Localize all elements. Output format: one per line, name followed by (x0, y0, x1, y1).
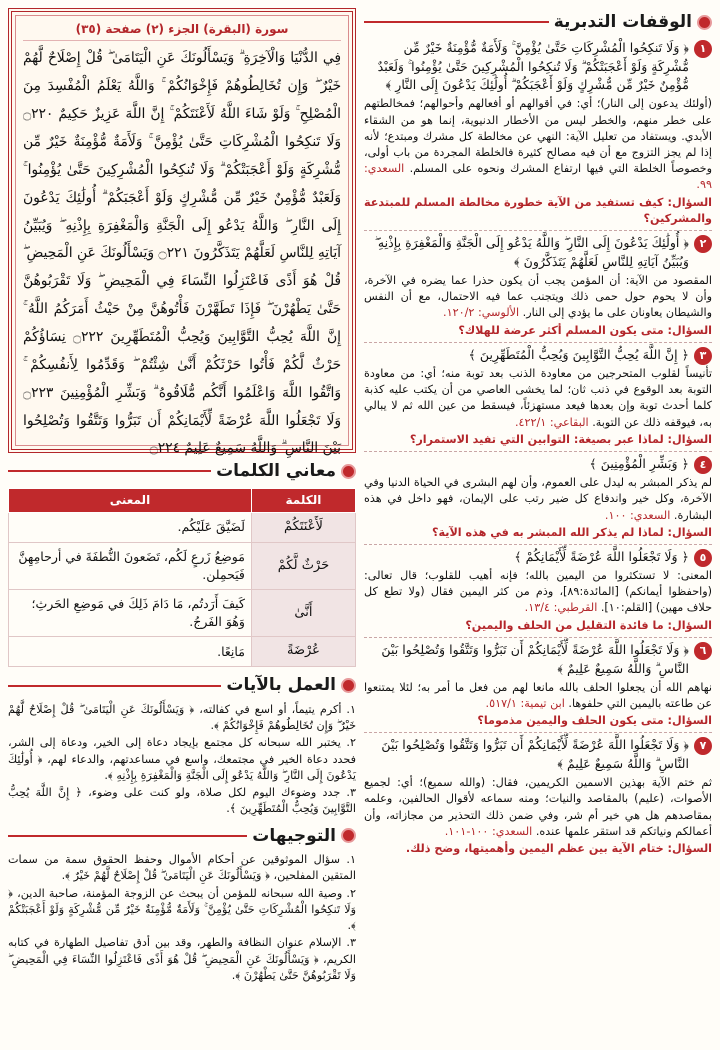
list-item: ٣. جدد وضوءك اليوم لكل صلاة، ولو كنت على وضوء، ﴿ إِنَّ اللَّهَ يُحِبُّ التَّوَّابِينَ وَيُحِبُّ الْمُتَطَهِّرِينَ ﴾. (8, 786, 356, 816)
heading-rule (8, 470, 211, 472)
tadabbur-item (364, 234, 712, 339)
tadabbur-title: الوقفات التدبرية (553, 12, 692, 32)
surah-header: سورة (البقرة) الجزء (٢) صفحة (٣٥) (23, 21, 341, 41)
explanation-text: المعنى: لا تستكثروا من اليمين بالله؛ فإنه أهيب للقلوب؛ قال تعالى: (واحفظوا أيمانكم) [المائدة:٨٩]، وذم من كثر اليمين فقال (ولا تطع كل حلاف مهين) [القلم:١٠]. (364, 569, 712, 615)
heading-rule (8, 685, 221, 687)
vocab-meaning: مَانِعًا. (9, 637, 252, 667)
quran-page-text: فِي الدُّنْيَا وَالْآخِرَةِ ۗ وَيَسْأَلُونَكَ عَنِ الْيَتَامَىٰ ۖ قُلْ إِصْلَاحٌ لَّهُمْ خَيْرٌ ۖ وَإِن تُخَالِطُوهُمْ فَإِخْوَانُكُمْ ۚ وَاللَّهُ يَعْلَمُ الْمُفْسِدَ مِنَ الْمُصْلِحِ ۚ وَلَوْ شَاءَ اللَّهُ لَأَعْنَتَكُمْ ۚ إِنَّ اللَّهَ عَزِيزٌ حَكِيمٌ ۝٢٢٠ وَلَا تَنكِحُوا الْمُشْرِكَاتِ حَتَّىٰ يُؤْمِنَّ ۚ وَلَأَمَةٌ مُّؤْمِنَةٌ خَيْرٌ مِّن مُّشْرِكَةٍ وَلَوْ أَعْجَبَتْكُمْ ۗ وَلَا تُنكِحُوا الْمُشْرِكِينَ حَتَّىٰ يُؤْمِنُوا ۚ وَلَعَبْدٌ مُّؤْمِنٌ خَيْرٌ مِّن مُّشْرِكٍ وَلَوْ أَعْجَبَكُمْ ۗ أُولَٰئِكَ يَدْعُونَ إِلَى النَّارِ ۖ وَاللَّهُ يَدْعُو إِلَى الْجَنَّةِ وَالْمَغْفِرَةِ بِإِذْنِهِ ۖ وَيُبَيِّنُ آيَاتِهِ لِلنَّاسِ لَعَلَّهُمْ يَتَذَكَّرُونَ ۝٢٢١ وَيَسْأَلُونَكَ عَنِ الْمَحِيضِ ۖ قُلْ هُوَ أَذًى فَاعْتَزِلُوا النِّسَاءَ فِي الْمَحِيضِ ۖ وَلَا تَقْرَبُوهُنَّ حَتَّىٰ يَطْهُرْنَ ۖ فَإِذَا تَطَهَّرْنَ فَأْتُوهُنَّ مِنْ حَيْثُ أَمَرَكُمُ اللَّهُ ۚ إِنَّ اللَّهَ يُحِبُّ التَّوَّابِينَ وَيُحِبُّ الْمُتَطَهِّرِينَ ۝٢٢٢ نِسَاؤُكُمْ حَرْثٌ لَّكُمْ فَأْتُوا حَرْثَكُمْ أَنَّىٰ شِئْتُمْ ۖ وَقَدِّمُوا لِأَنفُسِكُمْ ۚ وَاتَّقُوا اللَّهَ وَاعْلَمُوا أَنَّكُم مُّلَاقُوهُ ۗ وَبَشِّرِ الْمُؤْمِنِينَ ۝٢٢٣ وَلَا تَجْعَلُوا اللَّهَ عُرْضَةً لِّأَيْمَانِكُمْ أَن تَبَرُّوا وَتَتَّقُوا وَتُصْلِحُوا بَيْنَ النَّاسِ ۗ وَاللَّهُ سَمِيعٌ عَلِيمٌ ۝٢٢٤ (23, 50, 342, 457)
flower-bullet-icon (341, 828, 356, 843)
divider (364, 637, 712, 638)
mushaf-frame (8, 8, 356, 457)
divider (364, 544, 712, 545)
source-citation: السعدي: ١٠٠. (604, 508, 671, 522)
ayah-quote: ﴿ إِنَّ اللَّهَ يُحِبُّ التَّوَّابِينَ وَيُحِبُّ الْمُتَطَهِّرِينَ ﴾ (468, 346, 689, 362)
source-citation: القرطبي: ١٣/٤. (524, 601, 598, 615)
table-row (9, 513, 356, 543)
flower-bullet-icon (341, 678, 356, 693)
tadabbur-item (364, 736, 712, 857)
vocab-word: عُرْضَةً (251, 637, 355, 667)
col-header-word: الكلمة (251, 488, 355, 512)
source-citation: البقاعي: ٤٢٢/١. (514, 415, 589, 429)
source-citation: ابن تيمية: ٥١٧/١. (485, 696, 565, 710)
explanation-text: تأنيساً لقلوب المتحرجين من معاودة الذنب بعد توبة منه؛ أي: من معاودة التوبة بعد الوقوع في ذنب ثان؛ لما يخشى العاصي من أن يكتب عليه كذبة كلما أحدث توبة وإن بعدها فيعد مستهزئاً، فيسقط من عين الله ثم لا يبالي به، فيوقفه ذلك عن التوبة. (364, 366, 712, 429)
amal-title: العمل بالآيات (226, 675, 336, 696)
question-text: السؤال: ختام الآية بين عظم اليمين وأهميتها، وضح ذلك. (405, 842, 712, 856)
amal-heading (8, 673, 356, 698)
vocab-title: معاني الكلمات (216, 461, 336, 481)
ayah-quote: ﴿ وَلَا تَنكِحُوا الْمُشْرِكَاتِ حَتَّىٰ يُؤْمِنَّ ۚ وَلَأَمَةٌ مُّؤْمِنَةٌ خَيْرٌ مِّن مُّشْرِكَةٍ وَلَوْ أَعْجَبَتْكُمْ ۗ وَلَا تُنكِحُوا الْمُشْرِكِينَ حَتَّىٰ يُؤْمِنُوا ۚ وَلَعَبْدٌ مُّؤْمِنٌ خَيْرٌ مِّن مُّشْرِكٍ وَلَوْ أَعْجَبَكُمْ ۗ أُولَٰئِكَ يَدْعُونَ إِلَى النَّارِ ﴾ (377, 39, 689, 93)
divider (364, 732, 712, 733)
vocab-table (8, 488, 356, 668)
table-row (9, 542, 356, 589)
ayah-quote: ﴿ أُولَٰئِكَ يَدْعُونَ إِلَى النَّارِ ۖ وَاللَّهُ يَدْعُو إِلَى الْجَنَّةِ وَالْمَغْفِرَةِ بِإِذْنِهِ ۖ وَيُبَيِّنُ آيَاتِهِ لِلنَّاسِ لَعَلَّهُمْ يَتَذَكَّرُونَ ﴾ (374, 235, 689, 270)
tadabbur-heading (364, 10, 712, 35)
vocab-word: أَنَّىٰ (251, 590, 355, 637)
heading-rule (364, 21, 549, 23)
item-number: ٣ (694, 347, 712, 365)
tadabbur-item (364, 39, 712, 228)
tadabbur-item (364, 548, 712, 634)
tadabbur-column (364, 8, 712, 1044)
tawjihat-list (8, 852, 356, 984)
item-number: ٥ (694, 549, 712, 567)
item-number: ٧ (694, 737, 712, 755)
table-row (9, 590, 356, 637)
heading-rule (8, 835, 247, 837)
question-text: السؤال: كيف تستفيد من الآية خطورة مخالطة المسلم للمبتدعة والمشركين؟ (364, 195, 712, 225)
question-text: السؤال: لماذا عبر بصيغة: التوابين التي تفيد الاستمرار؟ (409, 432, 712, 446)
flower-bullet-icon (697, 15, 712, 30)
tadabbur-item (364, 641, 712, 729)
list-item: ٢. وصية الله سبحانه للمؤمن أن يبحث عن الزوجة المؤمنة، صاحبة الدين، ﴿ وَلَا تَنكِحُوا الْمُشْرِكَاتِ حَتَّىٰ يُؤْمِنَّ ۚ وَلَأَمَةٌ مُّؤْمِنَةٌ خَيْرٌ مِّن مُّشْرِكَةٍ وَلَوْ أَعْجَبَتْكُمْ ﴾. (8, 886, 356, 933)
source-citation: السعدي: ١٠٠-١٠١. (444, 824, 533, 838)
ayah-quote: ﴿ وَبَشِّرِ الْمُؤْمِنِينَ ﴾ (589, 456, 689, 472)
vocab-word: لَأَعْنَتَكُمْ (251, 513, 355, 543)
amal-list (8, 702, 356, 818)
ayah-quote: ﴿ وَلَا تَجْعَلُوا اللَّهَ عُرْضَةً لِّأَيْمَانِكُمْ أَن تَبَرُّوا وَتَتَّقُوا وَتُصْلِحُوا بَيْنَ النَّاسِ ۗ وَاللَّهُ سَمِيعٌ عَلِيمٌ ﴾ (381, 737, 689, 772)
question-text: السؤال: متى يكون المسلم أكثر عرضة للهلاك؟ (458, 323, 712, 337)
ayah-quote: ﴿ وَلَا تَجْعَلُوا اللَّهَ عُرْضَةً لِّأَيْمَانِكُمْ أَن تَبَرُّوا وَتَتَّقُوا وَتُصْلِحُوا بَيْنَ النَّاسِ ۗ وَاللَّهُ سَمِيعٌ عَلِيمٌ ﴾ (381, 641, 689, 676)
vocab-meaning: كَيفَ أَرَدتُم، مَا دَامَ ذَلِكَ في مَوضِعِ الحَرثِ؛ وَهُوَ الفَرجُ. (9, 590, 252, 637)
explanation-text: نهاهم الله أن يجعلوا الحلف بالله مانعا لهم من فعل ما أمر به؛ لئلا يمتنعوا عن طاعته باليمين التي حلفوها. (364, 680, 712, 710)
vocab-word: حَرْثٌ لَّكُمْ (251, 542, 355, 589)
list-item: ٣. الإسلام عنوان النظافة والطهر، وقد بين أدق تفاصيل الطهارة في كتابه الكريم، ﴿ وَيَسْأَلُونَكَ عَنِ الْمَحِيضِ ۖ قُلْ هُوَ أَذًى فَاعْتَزِلُوا النِّسَاءَ فِي الْمَحِيضِ ۖ وَلَا تَقْرَبُوهُنَّ حَتَّىٰ يَطْهُرْنَ ﴾. (8, 936, 356, 982)
table-row (9, 637, 356, 667)
tawjihat-heading (8, 824, 356, 849)
col-header-meaning: المعنى (9, 488, 252, 512)
source-citation: السعدي: ٩٩. (364, 162, 712, 192)
question-text: السؤال: لماذا لم يذكر الله المبشر به في هذه الآية؟ (431, 525, 712, 539)
ayah-quote: ﴿ وَلَا تَجْعَلُوا اللَّهَ عُرْضَةً لِّأَيْمَانِكُمْ ﴾ (514, 549, 689, 565)
list-item: ١. سؤال الموثوقين عن أحكام الأموال وحفظ الحقوق سمة من سمات المتقين المفلحين، ﴿ وَيَسْأَلُونَكَ عَنِ الْيَتَامَىٰ ۖ قُلْ إِصْلَاحٌ لَّهُمْ خَيْرٌ ﴾. (8, 853, 356, 883)
mushaf-column (8, 8, 356, 1044)
divider (364, 342, 712, 343)
divider (364, 230, 712, 231)
item-number: ٢ (694, 235, 712, 253)
source-citation: الألوسي: ١٢٠/٢. (443, 306, 520, 320)
explanation-text: ثم ختم الآية بهذين الاسمين الكريمين، فقال: (والله سميع)؛ أي: لجميع الأصوات، (عليم) بالمقاصد والنيات؛ ومنه سماعه لأقوال الحالفين، وعلمه بمقاصدهم هل هي خير أم شر، وفي ضمن ذلك التحذير من مجازاته، وأن أعمالكم ونياتكم قد استقر علمها عنده. (364, 776, 712, 838)
explanation-text: لم يذكر المبشر به ليدل على العموم، وأن لهم البشرى في الحياة الدنيا وفي الآخرة، وكل خير واندفاع كل ضير رتب على الإيمان، فهو داخل في هذه البشارة. (364, 476, 712, 522)
question-text: السؤال: متى يكون الحلف واليمين مذموما؟ (477, 714, 712, 728)
tawjihat-title: التوجيهات (252, 825, 336, 846)
vocab-meaning: لَضَيَّقَ عَلَيْكُم. (9, 513, 252, 543)
flower-bullet-icon (341, 464, 356, 479)
item-number: ٦ (694, 642, 712, 660)
list-item: ٢. يختبر الله سبحانه كل مجتمع بإيجاد دعاة إلى الخير، ودعاة إلى الشر، فحدد دعاة الخير في مجتمعك، واسع في مساعدتهم، والدعاء لهم، ﴿ أُولَٰئِكَ يَدْعُونَ إِلَى النَّارِ ۖ وَاللَّهُ يَدْعُو إِلَى الْجَنَّةِ وَالْمَغْفِرَةِ بِإِذْنِهِ ﴾. (8, 736, 356, 782)
tadabbur-item (364, 346, 712, 448)
item-number: ٤ (694, 456, 712, 474)
explanation-text: المقصود من الآية: أن المؤمن يجب أن يكون حذرا عما يضره في الآخرة، وأن لا يحوم حول حمى ذلك ويتجنب عما فيه الاحتمال، مع أن النفس والشيطان يعاونان على ما يؤدي إلى النار. (364, 273, 712, 320)
tadabbur-item (364, 455, 712, 541)
item-number: ١ (694, 40, 712, 58)
vocab-meaning: مَوضِعُ زَرعٍ لَكُم، تَضَعونَ النُّطفَةَ في أرحامِهِنَّ فَيَحمِلن. (9, 542, 252, 589)
explanation-text: (أولئك يدعون إلى النار)؛ أي: في أقوالهم أو أفعالهم وأحوالهم؛ فمخالطتهم على خطر منهم، والخطر ليس من الأخطار الدنيوية، إنما هو من الشقاء الأبدي. ويستفاد من تعليل الآية: النهي عن مخالطة كل مشرك ومبتدع؛ لأنه إذا لم يجز التزوج مع أن فيه مصالح كثيرة فالخلطة المجردة من باب أولى، وخصوصاً الخلطة التي فيها ارتفاع المشرك ونحوه على المسلم. (364, 97, 712, 176)
list-item: ١. أكرم يتيماً، أو اسع في كفالته، ﴿ وَيَسْأَلُونَكَ عَنِ الْيَتَامَىٰ ۖ قُلْ إِصْلَاحٌ لَّهُمْ خَيْرٌ ۖ وَإِن تُخَالِطُوهُمْ فَإِخْوَانُكُمْ ﴾. (8, 702, 356, 733)
divider (364, 451, 712, 452)
question-text: السؤال: ما فائدة التقليل من الحلف واليمين؟ (465, 618, 712, 632)
